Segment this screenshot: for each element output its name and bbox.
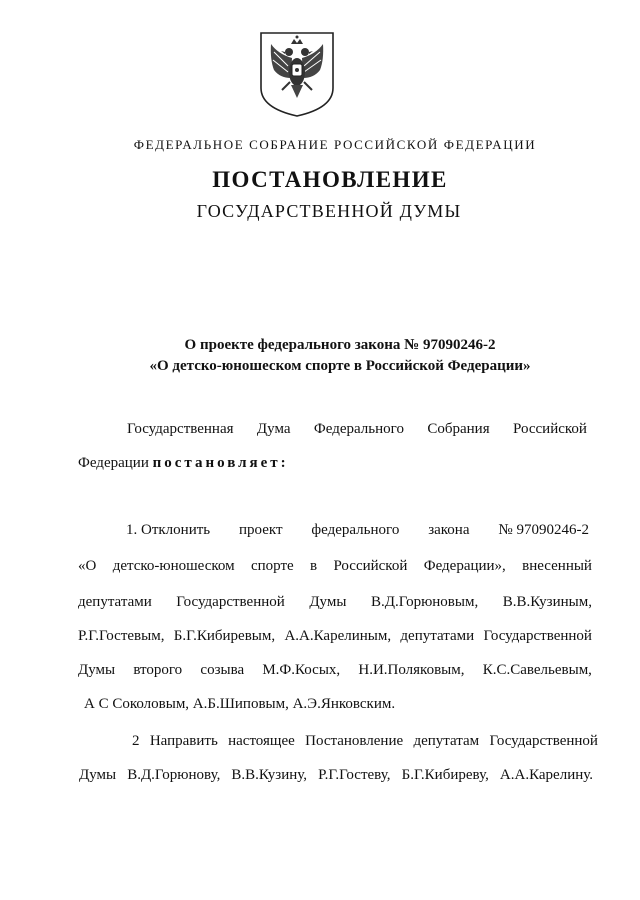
word: А.А.Карелиным, [284, 628, 392, 644]
word: Постановление [305, 733, 404, 749]
word: созыва [200, 662, 245, 678]
word: Б.Г.Кибиреву, [401, 767, 489, 783]
word: Государственной [483, 628, 592, 644]
word: В.Д.Горюновым, [370, 594, 479, 610]
word: Российской [333, 558, 408, 574]
coat-of-arms-icon [258, 30, 336, 118]
word: Государственная [127, 421, 234, 437]
word: в [310, 558, 318, 574]
word: В.В.Кузину, [231, 767, 308, 783]
item1-line [78, 594, 592, 611]
word: детско-юношеском [112, 558, 235, 574]
word: № 97090246-2 [498, 522, 589, 538]
item2-line [132, 733, 598, 750]
word: Российской [513, 421, 587, 437]
word: закона [428, 522, 470, 538]
item1-line [78, 662, 592, 679]
word: Р.Г.Гостеву, [318, 767, 391, 783]
item1-line [126, 522, 589, 539]
word: настоящее [228, 733, 295, 749]
word: федерального [311, 522, 400, 538]
item1-line [78, 558, 592, 575]
word: Собрания [427, 421, 490, 437]
word: Р.Г.Гостевым, [78, 628, 165, 644]
word: В.Д.Горюнову, [127, 767, 221, 783]
word: К.С.Савельевым, [482, 662, 592, 678]
word: депутатами [400, 628, 475, 644]
word: Федерального [313, 421, 404, 437]
word: проект [239, 522, 283, 538]
word: А.А.Карелину. [499, 767, 593, 783]
word: Направить [149, 733, 218, 749]
item1-line [78, 628, 592, 645]
word: Думы [79, 767, 117, 783]
preamble-line [127, 421, 587, 438]
word: Н.И.Поляковым, [358, 662, 465, 678]
word: внесенный [522, 558, 592, 574]
decree-verb: постановляет: [152, 455, 289, 471]
word: депутатами [78, 594, 152, 610]
word: Дума [256, 421, 291, 437]
item1-line: А С Соколовым, А.Б.Шиповым, А.Э.Янковским. [84, 696, 396, 712]
word: Думы [309, 594, 347, 610]
subject-line: «О детско-юношеском спорте в Российской Федерации» [149, 358, 531, 374]
word: Думы [78, 662, 116, 678]
word: 1. Отклонить [126, 522, 211, 538]
word: Б.Г.Кибиревым, [173, 628, 276, 644]
word: М.Ф.Косых, [262, 662, 341, 678]
document-subject [0, 335, 640, 377]
word: 2 [132, 733, 140, 749]
word: спорте [250, 558, 294, 574]
document-title: ПОСТАНОВЛЕНИЕ [212, 167, 448, 192]
word: Федерации [78, 455, 149, 471]
item2-line [79, 767, 593, 784]
word: В.В.Кузиным, [502, 594, 592, 610]
preamble-line [78, 455, 590, 472]
word: «О [78, 558, 97, 574]
word: депутатам [413, 733, 480, 749]
word: Государственной [176, 594, 285, 610]
word: второго [133, 662, 183, 678]
document-subtitle: ГОСУДАРСТВЕННОЙ ДУМЫ [196, 201, 462, 221]
word: Государственной [489, 733, 598, 749]
word: Федерации», [423, 558, 506, 574]
organization-name: ФЕДЕРАЛЬНОЕ СОБРАНИЕ РОССИЙСКОЙ ФЕДЕРАЦИИ [133, 137, 537, 152]
subject-line: О проекте федерального закона № 97090246-2 [184, 337, 496, 353]
